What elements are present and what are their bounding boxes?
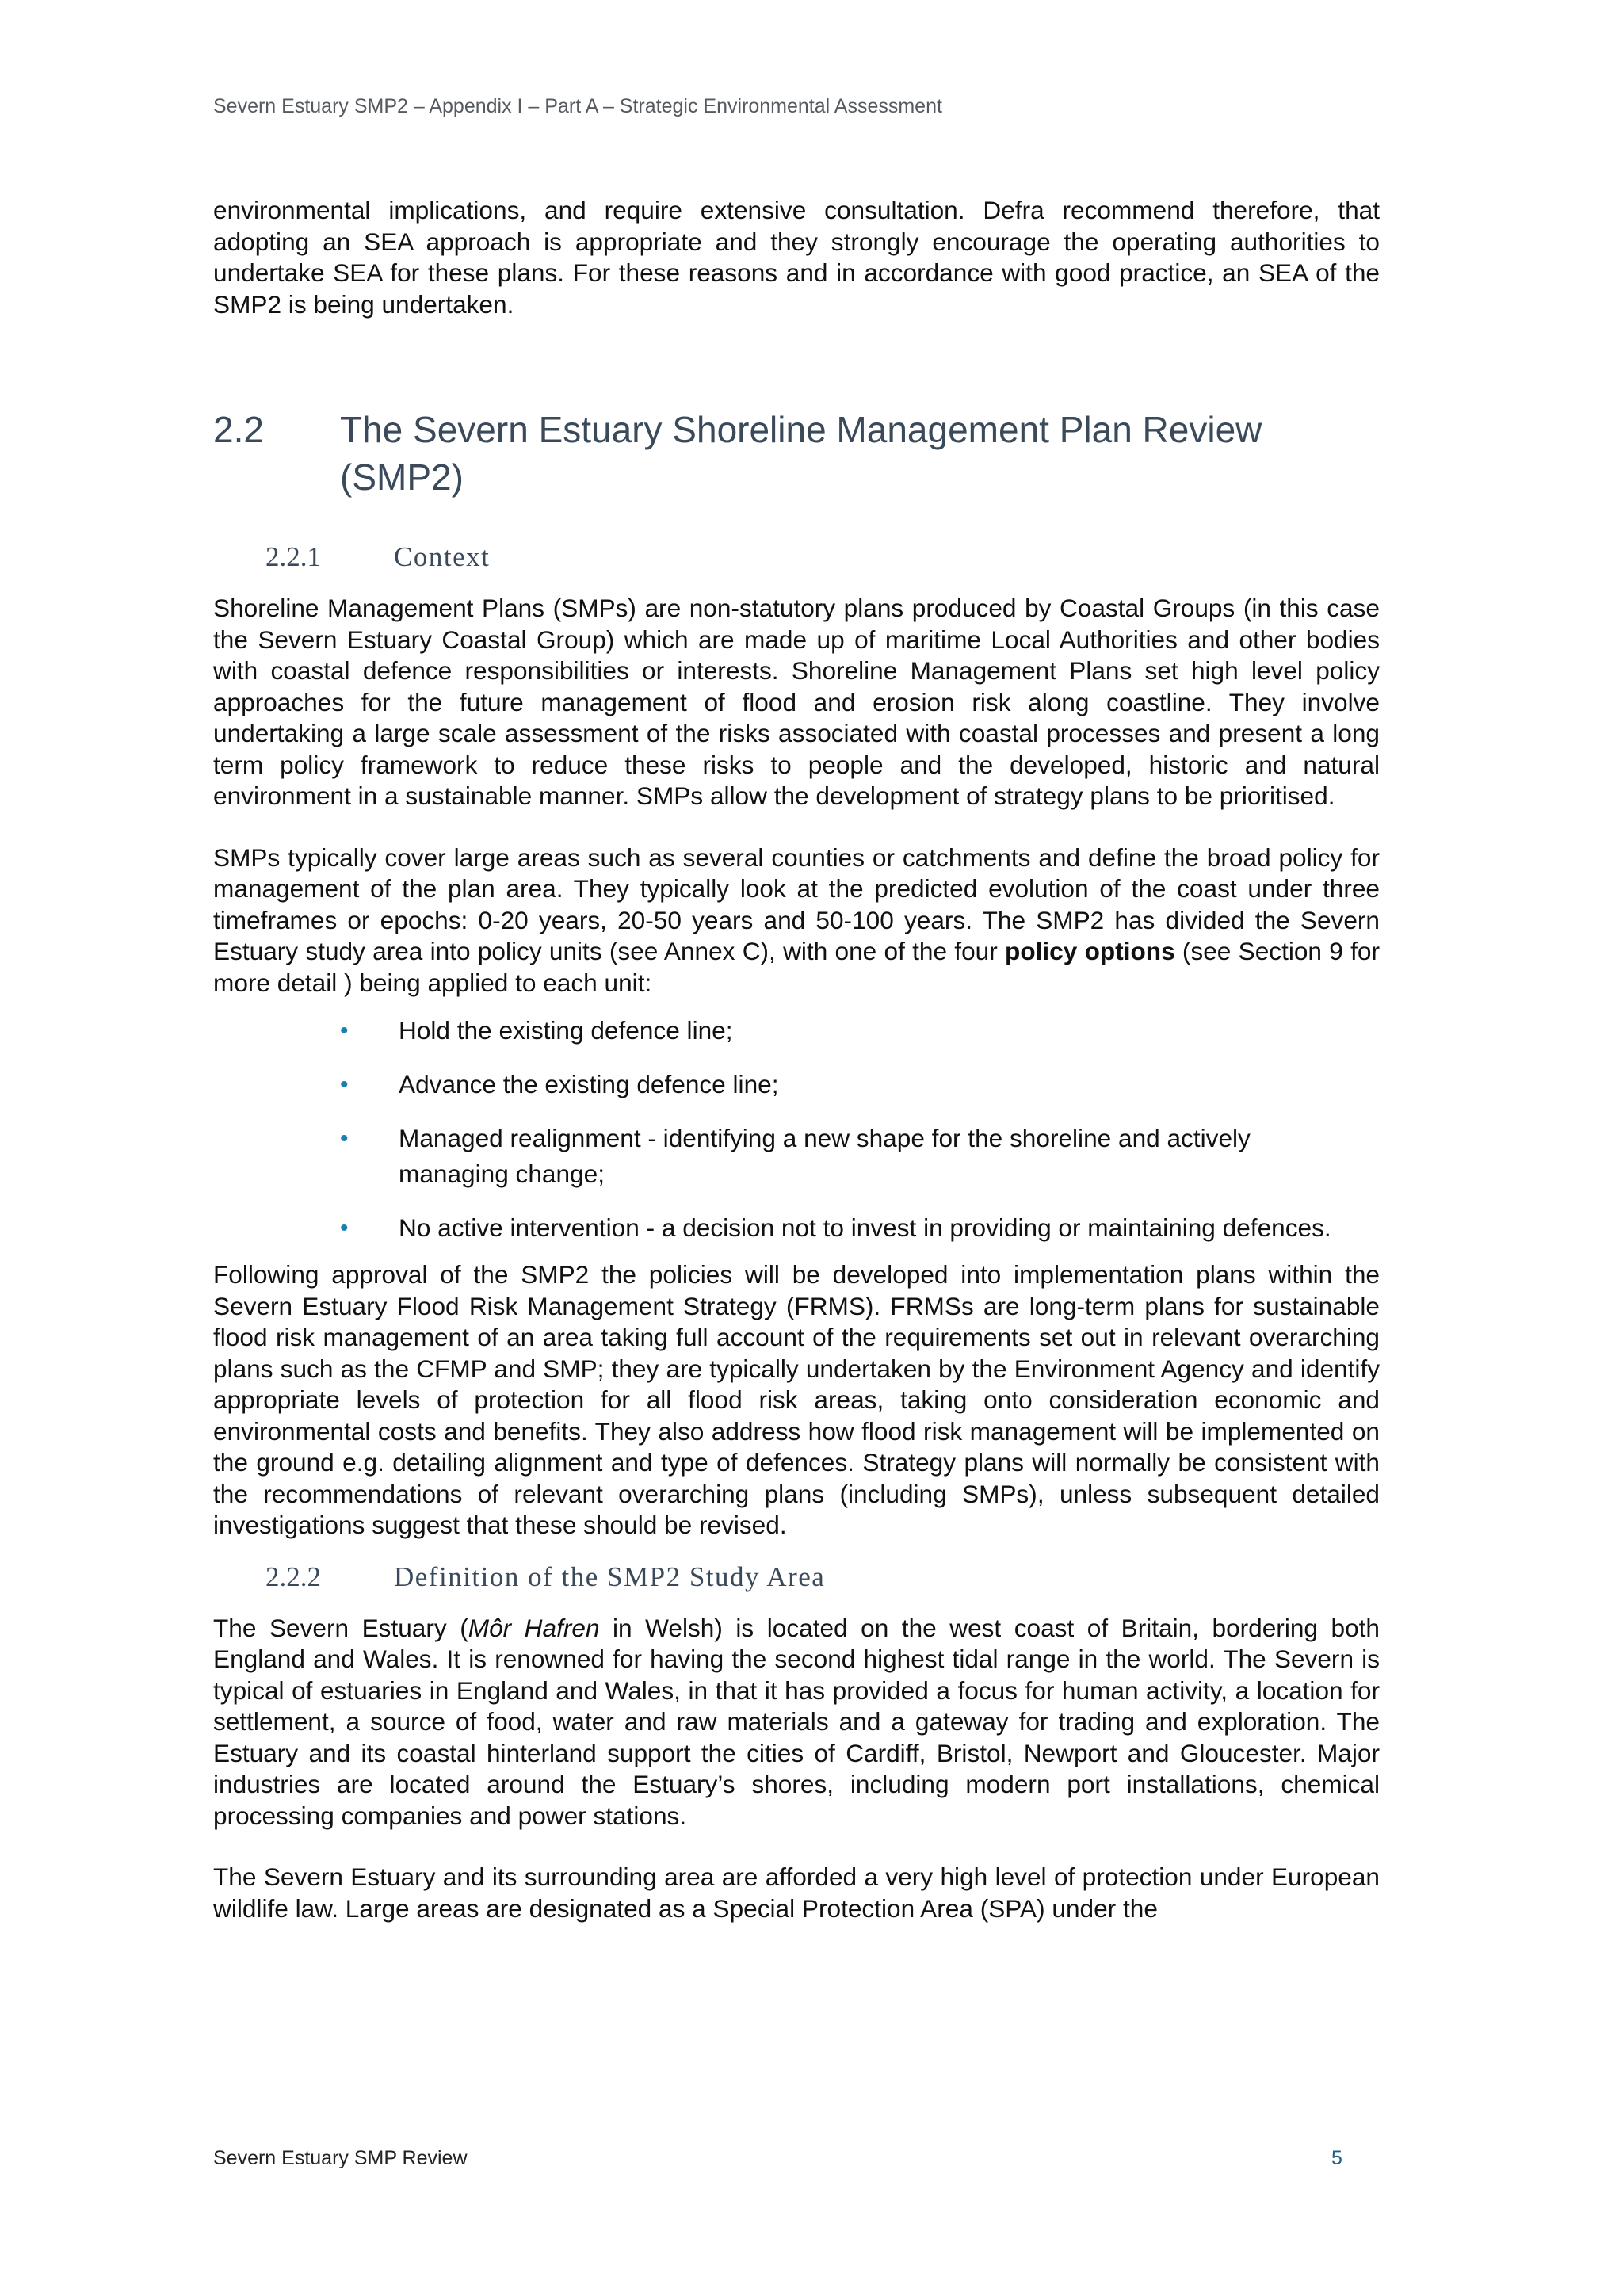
bullet-icon: •	[340, 1018, 349, 1044]
bullet-icon: •	[340, 1072, 349, 1098]
section-number: 2.2	[213, 409, 264, 450]
bullet-icon: •	[340, 1125, 349, 1152]
page-number: 5	[1331, 2147, 1342, 2169]
paragraph-text: (see Section 9 for more detail ) being applied to each unit:	[213, 937, 1380, 997]
context-paragraph-1: Shoreline Management Plans (SMPs) are non-statutory plans produced by Coastal Groups (in this case the Severn Estuary Coastal Group) which are made up of maritime Local Authorities and other bodies with coastal defence responsibilities or interests. Shoreline Management Plans set high level policy approaches for the future management of flood and erosion risk along coastline. They involve undertaking a large scale assessment of the risks associated with coastal processes and present a long term policy framework to reduce these risks to people and the developed, historic and natural environment in a sustainable manner. SMPs allow the development of strategy plans to be prioritised.	[213, 594, 1380, 810]
intro-paragraph: environmental implications, and require extensive consultation. Defra recommend therefore, that adopting an SEA approach is appropriate and they strongly encourage the operating authorities to undertake SEA for these plans. For these reasons and in accordance with good practice, an SEA of the SMP2 is being undertaken.	[213, 196, 1380, 319]
paragraph-text: The Severn Estuary (	[213, 1613, 468, 1642]
policy-options-list	[213, 1013, 1380, 1246]
running-header: Severn Estuary SMP2 – Appendix I – Part A – Strategic Environmental Assessment	[213, 95, 942, 117]
page-body	[213, 195, 1380, 1924]
section-title: The Severn Estuary Shoreline Management Plan Review (SMP2)	[340, 409, 1262, 498]
list-item	[213, 1013, 1342, 1049]
study-area-paragraph-2: The Severn Estuary and its surrounding area are afforded a very high level of protection under European wildlife law. Large areas are designated as a Special Protection Area (SPA) under the	[213, 1862, 1380, 1923]
context-paragraph-3: Following approval of the SMP2 the policies will be developed into implementation plans within the Severn Estuary Flood Risk Management Strategy (FRMS). FRMSs are long-term plans for sustainable flood risk management of an area taking full account of the requirements set out in relevant overarching plans such as the CFMP and SMP; they are typically undertaken by the Environment Agency and identify appropriate levels of protection for all flood risk areas, taking onto consideration economic and environmental costs and benefits. They also address how flood risk management will be implemented on the ground e.g. detailing alignment and type of defences. Strategy plans will normally be consistent with the recommendations of relevant overarching plans (including SMPs), unless subsequent detailed investigations suggest that these should be revised.	[213, 1260, 1380, 1539]
list-item	[213, 1067, 1342, 1102]
paragraph-text: SMPs typically cover large areas such as several counties or catchments and define the broad policy for management of the plan area. They typically look at the predicted evolution of the coast under three timeframes or epochs: 0-20 years, 20-50 years and 50-100 years. The SMP2 has divided the Severn Estuary study area into policy units (see Annex C), with one of the four	[213, 842, 1380, 965]
context-paragraph-2	[213, 842, 1380, 999]
list-item-text: Hold the existing defence line;	[399, 1016, 733, 1045]
study-area-paragraph-1	[213, 1613, 1380, 1832]
subsection-heading-context	[265, 539, 1380, 575]
subsection-number: 2.2.1	[265, 541, 321, 572]
section-heading	[213, 406, 1380, 501]
list-item	[213, 1121, 1342, 1192]
list-item-text: Advance the existing defence line;	[399, 1070, 779, 1098]
bullet-icon: •	[340, 1215, 349, 1241]
welsh-name: Môr Hafren	[468, 1613, 600, 1642]
list-item-text: No active intervention - a decision not to invest in providing or maintaining defences.	[399, 1213, 1331, 1242]
subsection-number: 2.2.2	[265, 1561, 321, 1592]
list-item-text: Managed realignment - identifying a new shape for the shoreline and actively managing change;	[399, 1124, 1251, 1188]
policy-options-term: policy options	[1005, 937, 1175, 965]
footer-title: Severn Estuary SMP Review	[213, 2147, 468, 2169]
list-item	[213, 1210, 1342, 1246]
paragraph-text: in Welsh) is located on the west coast of Britain, bordering both England and Wales. It is renowned for having the second highest tidal range in the world. The Severn is typical of estuaries in England and Wales, in that it has provided a focus for human activity, a location for settlement, a source of food, water and raw materials and a gateway for trading and exploration. The Estuary and its coastal hinterland support the cities of Cardiff, Bristol, Newport and Gloucester. Major industries are located around the Estuary’s shores, including modern port installations, chemical processing companies and power stations.	[213, 1613, 1380, 1830]
subsection-heading-study-area	[265, 1559, 1380, 1595]
subsection-title: Context	[394, 541, 491, 572]
subsection-title: Definition of the SMP2 Study Area	[394, 1561, 826, 1592]
